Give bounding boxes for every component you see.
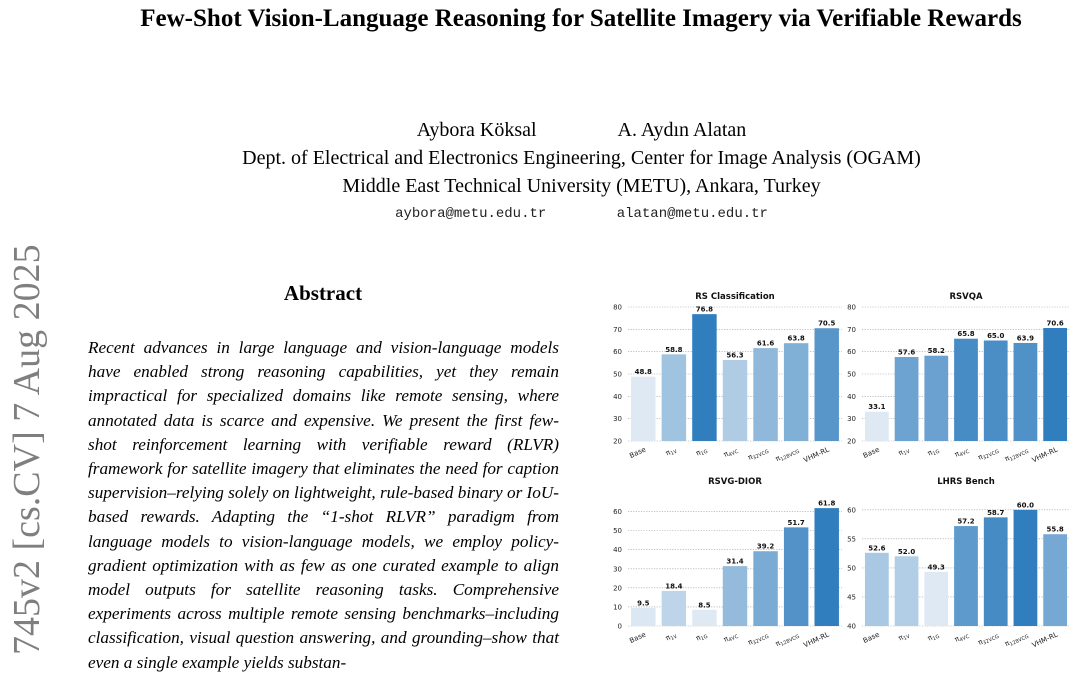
y-tick-label: 30 <box>613 565 622 574</box>
y-tick-label: 70 <box>847 325 856 334</box>
x-tick-label: VHM-RL <box>1030 445 1059 465</box>
y-tick-label: 20 <box>613 437 622 446</box>
y-tick-label: 40 <box>613 392 622 401</box>
bar <box>924 356 948 441</box>
y-tick-label: 80 <box>613 303 622 312</box>
x-tick-label: $\pi_{32VCG}$ <box>976 448 1001 462</box>
y-tick-label: 80 <box>847 303 856 312</box>
x-tick-label: $\pi_{1G}$ <box>926 633 941 643</box>
bar-value-label: 58.2 <box>927 347 945 356</box>
email-link[interactable]: aybora@metu.edu.tr <box>395 206 547 222</box>
email-link[interactable]: alatan@metu.edu.tr <box>616 206 768 222</box>
chart-title: LHRS Bench <box>937 477 995 487</box>
bar <box>865 553 889 626</box>
y-tick-label: 40 <box>613 546 622 555</box>
bar-value-label: 52.0 <box>897 547 916 556</box>
bar <box>692 610 716 626</box>
bar-value-label: 52.6 <box>868 544 886 553</box>
y-tick-label: 55 <box>847 535 856 544</box>
x-tick-label: VHM-RL <box>802 630 831 650</box>
x-tick-label: $\pi_{1G}$ <box>694 633 709 643</box>
abstract-heading: Abstract <box>283 281 363 305</box>
author-name: A. Aydın Alatan <box>617 119 747 141</box>
bar-value-label: 55.8 <box>1046 525 1064 534</box>
y-tick-label: 20 <box>613 584 622 593</box>
bar <box>924 572 948 626</box>
bar-value-label: 18.4 <box>665 582 683 591</box>
bar-value-label: 33.1 <box>868 403 886 412</box>
bar <box>631 608 655 626</box>
bar-value-label: 58.7 <box>987 508 1005 517</box>
bar-value-label: 70.5 <box>818 319 836 328</box>
bar-value-label: 61.6 <box>756 339 775 348</box>
x-tick-label: $\pi_{128VCG}$ <box>1003 448 1030 464</box>
bar-value-label: 58.8 <box>665 345 683 354</box>
x-tick-label: Base <box>628 445 648 461</box>
y-tick-label: 30 <box>847 415 856 424</box>
x-tick-label: $\pi_{1V}$ <box>897 633 912 643</box>
x-tick-label: $\pi_{4VC}$ <box>953 448 971 459</box>
y-tick-label: 0 <box>617 622 622 631</box>
bar-value-label: 70.6 <box>1046 319 1064 328</box>
y-tick-label: 50 <box>613 527 622 536</box>
x-tick-label: $\pi_{32VCG}$ <box>746 633 771 647</box>
bar-value-label: 63.9 <box>1016 334 1035 343</box>
bar-value-label: 76.8 <box>695 305 714 314</box>
x-tick-label: Base <box>628 630 648 646</box>
bar <box>954 526 978 626</box>
bar <box>984 341 1008 442</box>
y-tick-label: 40 <box>847 622 856 631</box>
x-tick-label: $\pi_{128VCG}$ <box>774 448 801 464</box>
x-tick-label: Base <box>861 445 881 461</box>
bar <box>1043 534 1067 626</box>
y-tick-label: 30 <box>613 415 622 424</box>
y-tick-label: 40 <box>847 392 856 401</box>
y-tick-label: 70 <box>613 325 622 334</box>
bar <box>865 412 889 441</box>
chart-title: RSVQA <box>949 292 983 302</box>
bar-value-label: 48.8 <box>634 368 652 377</box>
bar <box>1014 343 1038 441</box>
x-tick-label: $\pi_{4VC}$ <box>722 633 740 644</box>
bar <box>662 591 686 626</box>
bar-value-label: 56.3 <box>726 351 744 360</box>
arxiv-stamp: 745v2 [cs.CV] 7 Aug 2025 <box>6 244 48 655</box>
bar-value-label: 39.2 <box>756 542 775 551</box>
bar-value-label: 51.7 <box>787 518 805 527</box>
x-tick-label: $\pi_{1V}$ <box>664 448 679 458</box>
y-tick-label: 10 <box>613 603 622 612</box>
x-tick-label: $\pi_{1V}$ <box>897 448 912 458</box>
bar <box>723 360 747 441</box>
bar <box>984 517 1008 626</box>
y-tick-label: 50 <box>847 370 856 379</box>
y-tick-label: 50 <box>847 564 856 573</box>
bar-value-label: 60.0 <box>1016 501 1035 510</box>
bar-value-label: 63.8 <box>787 334 805 343</box>
x-tick-label: $\pi_{4VC}$ <box>953 633 971 644</box>
bar-value-label: 65.0 <box>987 332 1005 340</box>
bar <box>753 348 777 441</box>
y-tick-label: 45 <box>847 593 856 602</box>
bar <box>895 357 919 441</box>
x-tick-label: VHM-RL <box>802 445 831 465</box>
bar <box>814 508 838 626</box>
bar <box>814 328 838 441</box>
bar <box>784 527 808 626</box>
author-name: Aybora Köksal <box>416 119 537 141</box>
x-tick-label: $\pi_{1V}$ <box>664 633 679 643</box>
y-tick-label: 20 <box>847 437 856 446</box>
x-tick-label: $\pi_{32VCG}$ <box>976 633 1001 647</box>
bar-value-label: 49.3 <box>927 563 945 572</box>
bar-value-label: 57.6 <box>897 348 916 357</box>
bar <box>692 314 716 441</box>
bar <box>1043 328 1067 441</box>
x-tick-label: Base <box>861 630 881 646</box>
bar <box>954 339 978 441</box>
x-tick-label: $\pi_{1G}$ <box>694 448 709 458</box>
affiliation-university: Middle East Technical University (METU), Ankara, Turkey <box>342 175 821 197</box>
bar-value-label: 65.8 <box>957 330 975 339</box>
bar <box>662 354 686 441</box>
bar <box>1014 510 1038 626</box>
y-tick-label: 60 <box>847 506 856 515</box>
bar <box>631 377 655 441</box>
affiliation-department: Dept. of Electrical and Electronics Engineering, Center for Image Analysis (OGAM) <box>242 147 921 169</box>
x-tick-label: $\pi_{4VC}$ <box>722 448 740 459</box>
chart-title: RSVG-DIOR <box>708 477 762 487</box>
bar-value-label: 61.8 <box>818 499 836 508</box>
bar-value-label: 31.4 <box>726 557 744 566</box>
x-tick-label: $\pi_{128VCG}$ <box>1003 633 1030 649</box>
x-tick-label: $\pi_{128VCG}$ <box>774 633 801 649</box>
y-tick-label: 60 <box>847 348 856 357</box>
x-tick-label: $\pi_{32VCG}$ <box>746 448 771 462</box>
y-tick-label: 60 <box>613 348 622 357</box>
bar <box>753 551 777 626</box>
bar-value-label: 57.2 <box>957 517 975 526</box>
bar-value-label: 9.5 <box>637 599 650 608</box>
x-tick-label: VHM-RL <box>1030 630 1059 650</box>
x-tick-label: $\pi_{1G}$ <box>926 448 941 458</box>
chart-title: RS Classification <box>695 292 775 302</box>
bar <box>895 556 919 626</box>
y-tick-label: 60 <box>613 508 622 517</box>
paper-title: Few-Shot Vision-Language Reasoning for Satellite Imagery via Verifiable Rewards <box>140 5 1022 32</box>
bar-value-label: 8.5 <box>698 601 711 610</box>
abstract-text: Recent advances in large language and vision-language models have enabled strong reasoning capabilities, yet they remain impractical for specialized domains like remote sensing, where annotated data is scarce and expensive. We present the first few-shot reinforcement learning with verifiable reward (RLVR) framework for satellite imagery that eliminates the need for caption supervision–relying solely on lightweight, rule-based binary or IoU-based rewards. Adapting the “1-shot RLVR” paradigm from language models to vision-language models, we employ policy-gradient optimization with as few as one curated example to align model outputs for satellite reasoning tasks. Comprehensive experiments across multiple remote sensing benchmarks–including classification, visual question answering, and grounding–show that even a single example yields substan- <box>88 338 560 672</box>
bar <box>723 566 747 626</box>
bar <box>784 343 808 441</box>
y-tick-label: 50 <box>613 370 622 379</box>
